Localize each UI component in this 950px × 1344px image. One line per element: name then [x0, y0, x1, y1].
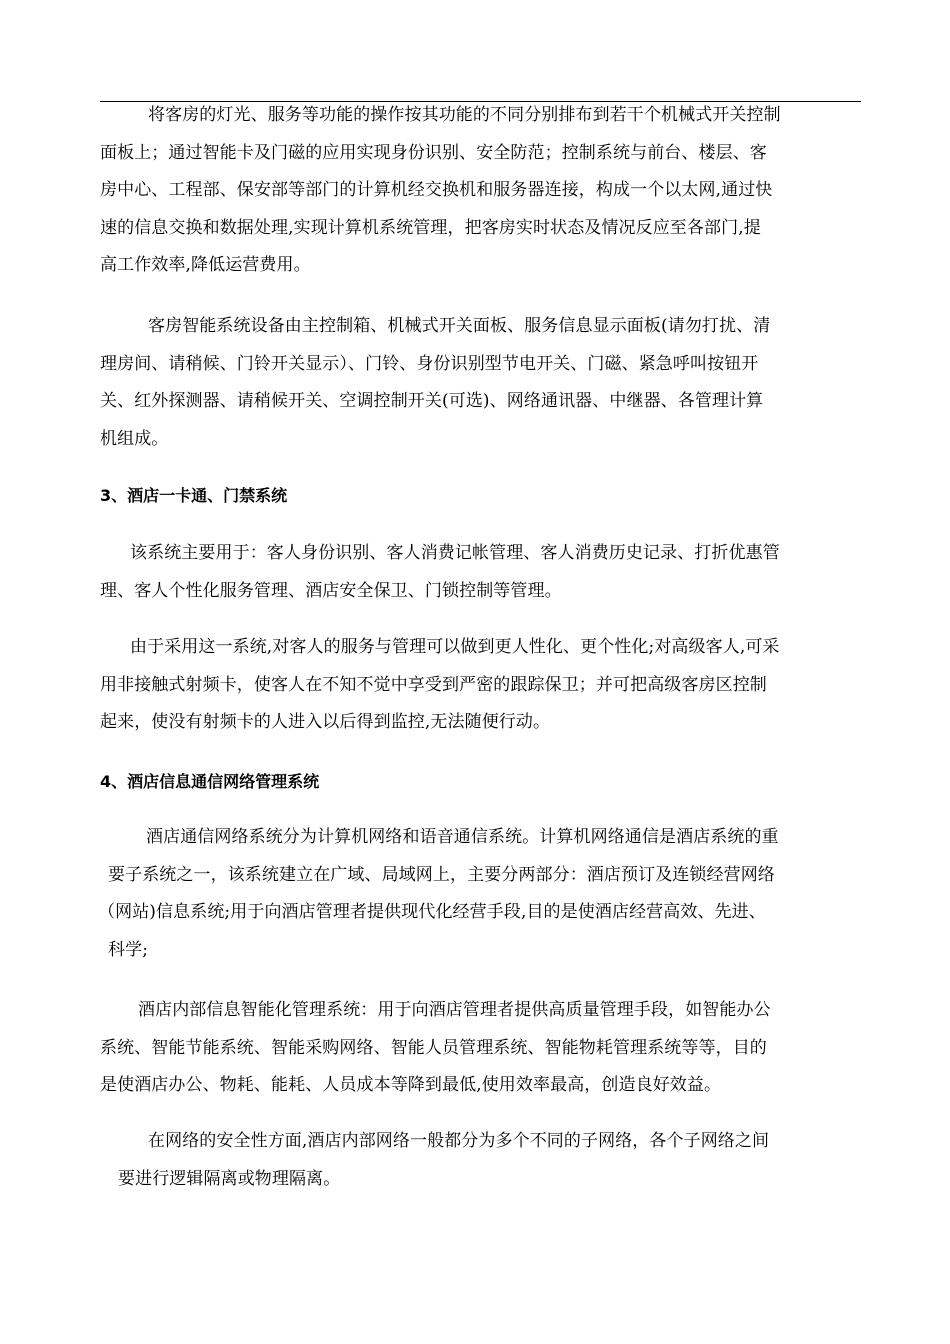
section-heading-3: 3、酒店一卡通、门禁系统 — [100, 486, 288, 505]
text-line: 酒店通信网络系统分为计算机网络和语音通信系统。计算机网络通信是酒店系统的重 — [146, 827, 779, 847]
text-line: 系统、智能节能系统、智能采购网络、智能人员管理系统、智能物耗管理系统等等，目的 — [100, 1037, 767, 1058]
text-line: 该系统主要用于：客人身份识别、客人消费记帐管理、客人消费历史记录、打折优惠管 — [130, 543, 780, 563]
text-line: 房中心、工程部、保安部等部门的计算机经交换机和服务器连接，构成一个以太网,通过快 — [100, 180, 773, 200]
text-line: 要进行逻辑隔离或物理隔离。 — [118, 1168, 341, 1189]
text-line: 面板上；通过智能卡及门磁的应用实现身份识别、安全防范；控制系统与前台、楼层、客 — [100, 142, 767, 163]
text-line: 高工作效率,降低运营费用。 — [100, 255, 311, 275]
paragraph-7 — [118, 1123, 769, 1198]
paragraph-4 — [100, 629, 780, 742]
text-line: 由于采用这一系统,对客人的服务与管理可以做到更人性化、更个性化;对高级客人,可采 — [130, 637, 780, 657]
text-line: 机组成。 — [100, 428, 169, 449]
text-line: 理房间、请稍候、门铃开关显示）、门铃、身份识别型节电开关、门磁、紧急呼叫按钮开 — [100, 353, 759, 374]
text-line: （网站)信息系统;用于向酒店管理者提供现代化经营手段,目的是使酒店经营高效、先进、 — [98, 902, 766, 922]
text-line: 酒店内部信息智能化管理系统：用于向酒店管理者提供高质量管理手段，如智能办公 — [138, 1000, 771, 1020]
text-line: 将客房的灯光、服务等功能的操作按其功能的不同分别排布到若干个机械式开关控制 — [148, 105, 781, 125]
paragraph-5 — [98, 819, 779, 969]
paragraph-2 — [100, 308, 770, 458]
paragraph-6 — [100, 992, 771, 1105]
text-line: 关、红外探测器、请稍候开关、空调控制开关(可选)、网络通讯器、中继器、各管理计算 — [100, 391, 764, 411]
text-line: 科学; — [108, 939, 149, 960]
text-line: 在网络的安全性方面,酒店内部网络一般都分为多个不同的子网络，各个子网络之间 — [148, 1131, 770, 1151]
text-line: 速的信息交换和数据处理,实现计算机系统管理，把客房实时状态及情况反应至各部门,提 — [100, 217, 761, 238]
text-line: 是使酒店办公、物耗、能耗、人员成本等降到最低,使用效率最高，创造良好效益。 — [100, 1075, 722, 1095]
text-line: 理、客人个性化服务管理、酒店安全保卫、门锁控制等管理。 — [100, 580, 562, 601]
text-line: 起来，使没有射频卡的人进入以后得到监控,无法随便行动。 — [100, 712, 551, 732]
paragraph-1 — [100, 97, 781, 285]
text-line: 客房智能系统设备由主控制箱、机械式开关面板、服务信息显示面板(请勿打扰、清 — [148, 316, 771, 336]
paragraph-3 — [100, 535, 780, 610]
text-line: 用非接触式射频卡，使客人在不知不觉中享受到严密的跟踪保卫；并可把高级客房区控制 — [100, 674, 767, 695]
text-line: 要子系统之一，该系统建立在广域、局域网上，主要分两部分：酒店预订及连锁经营网络 — [108, 864, 775, 885]
section-heading-4: 4、酒店信息通信网络管理系统 — [100, 772, 320, 791]
